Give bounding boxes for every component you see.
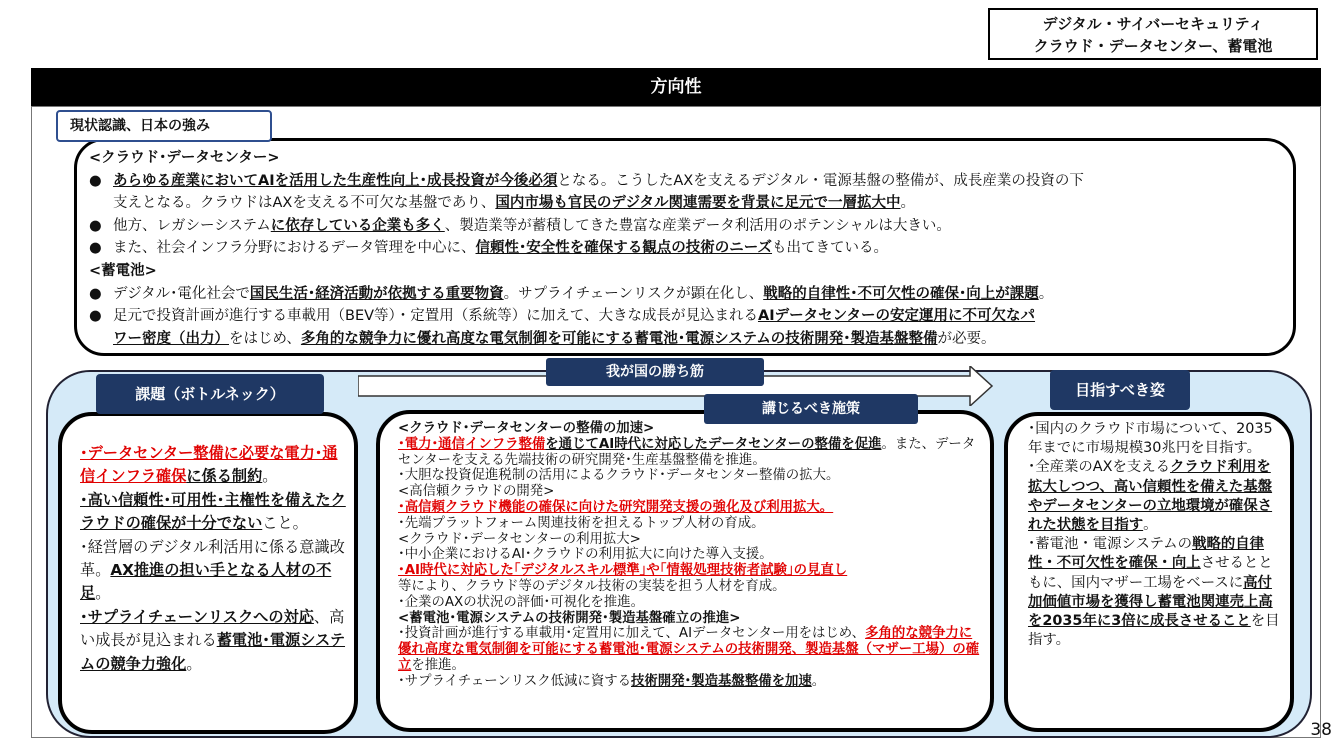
measure-heading: <蓄電池･電源システムの技術開発･製造基盤確立の推進>: [398, 610, 741, 626]
challenges-box: [58, 412, 358, 734]
measure-item: ･大胆な投資促進税制の活用によるクラウド･データセンター整備の拡大。: [398, 468, 840, 484]
cloud-heading: <クラウド･データセンター>: [89, 150, 280, 166]
challenge-item: ･サプライチェーンリスクへの対応、高い成長が見込まれる蓄電池･電源システムの競争力強化。: [80, 607, 346, 673]
goals-box: [1004, 412, 1294, 732]
measure-item: ･サプライチェーンリスク低減に資する技術開発･製造基盤整備を加速。: [398, 673, 826, 689]
bullet-icon: ●: [89, 308, 102, 325]
measure-item: ･高信頼クラウド機能の確保に向けた研究開発支援の強化及び利用拡大。: [398, 499, 834, 515]
bullet-icon: ●: [89, 240, 102, 257]
challenge-item: ･データセンター整備に必要な電力･通信インフラ確保に係る制約。: [80, 444, 338, 486]
battery-item-2: ● 足元で投資計画が進行する車載用（BEV等）・定置用（系統等）に加えて、大きな成長が見込まれるAIデータセンターの安定運用に不可欠なパ: [89, 305, 1283, 328]
goal-item: ･国内のクラウド市場について、2035年までに市場規模30兆円を目指す。: [1028, 421, 1273, 457]
bullet-icon: ●: [89, 172, 102, 189]
measures-box: [376, 410, 994, 732]
cloud-item-3: ● また、社会インフラ分野におけるデータ管理を中心に、信頼性･安全性を確保する観点の技術のニーズも出てきている。: [89, 237, 1283, 260]
battery-heading: <蓄電池>: [89, 262, 157, 279]
goals-title: 目指すべき姿: [1050, 370, 1190, 410]
page-title: 方向性: [31, 68, 1321, 106]
challenge-item: ･経営層のデジタル利活用に係る意識改革。AX推進の担い手となる人材の不足。: [80, 537, 345, 603]
measure-heading: <クラウド･データセンターの整備の加速>: [398, 421, 655, 436]
measure-item: ･投資計画が進行する車載用･定置用に加えて、AIデータセンター用をはじめ、多角的な競争力に優れ高度な電気制御を可能にする蓄電池･電源システムの技術開発、製造基盤（マザー工場）の確立を推進。: [398, 626, 980, 673]
cloud-item-1-cont: 支えとなる。クラウドはAXを支える不可欠な基盤であり、国内市場も官民のデジタル関連需要を背景に足元で一層拡大中。: [113, 195, 915, 212]
current-status-label: 現状認識、日本の強み: [56, 110, 272, 142]
goal-item: ･全産業のAXを支えるクラウド利用を拡大しつつ、高い信頼性を備えた基盤やデータセンターの立地環境が確保された状態を目指す。: [1028, 459, 1273, 534]
cloud-item-1: ● あらゆる産業においてAIを活用した生産性向上･成長投資が今後必須となる。こうしたAXを支えるデジタル・電源基盤の整備が、成長産業の投資の下: [89, 170, 1283, 193]
topic-tag-line2: クラウド・データセンター、蓄電池: [1033, 37, 1273, 55]
current-status-box: [74, 138, 1296, 356]
battery-item-1: ● デジタル･電化社会で国民生活･経済活動が依拠する重要物資。サプライチェーンリスクが顕在化し、戦略的自律性･不可欠性の確保･向上が課題。: [89, 283, 1283, 306]
challenges-title: 課題（ボトルネック）: [96, 374, 324, 414]
page-number: 38: [1310, 720, 1332, 740]
cloud-item-2: ● 他方、レガシーシステムに依存している企業も多く、製造業等が蓄積してきた豊富な産業データ利活用のポテンシャルは大きい。: [89, 215, 1283, 238]
measure-item: ･中小企業におけるAI･クラウドの利用拡大に向けた導入支援。: [398, 547, 773, 563]
measure-subheading: <クラウド･データセンターの利用拡大>: [398, 531, 641, 547]
winning-path-label: 我が国の勝ち筋: [546, 358, 764, 386]
measure-item: ･電力･通信インフラ整備を通じてAI時代に対応したデータセンターの整備を促進。また、データセンターを支える先端技術の研究開発･生産基盤整備を推進。: [398, 436, 976, 468]
battery-item-2-cont: ワー密度（出力）をはじめ、多角的な競争力に優れ高度な電気制御を可能にする蓄電池･電源システムの技術開発･製造基盤整備が必要。: [113, 330, 996, 347]
goal-item: ･蓄電池・電源システムの戦略的自律性・不可欠性を確保・向上させるとともに、国内マザー工場をベースに高付加価値市場を獲得し蓄電池関連売上高を2035年に3倍に成長させることを目指す。: [1028, 536, 1280, 649]
bullet-icon: ●: [89, 285, 102, 302]
measure-item: ･企業のAXの状況の評価･可視化を推進。: [398, 594, 644, 610]
challenge-item: ･高い信頼性･可用性･主権性を備えたクラウドの確保が十分でないこと。: [80, 490, 346, 533]
measures-label: 講じるべき施策: [704, 394, 918, 424]
topic-tag: [988, 8, 1318, 60]
measure-item: ･AI時代に対応した｢デジタルスキル標準｣や｢情報処理技術者試験｣の見直し 等により、クラウド等のデジタル技術の実装を担う人材を育成。: [398, 563, 848, 594]
measure-subheading: <高信頼クラウドの開発>: [398, 484, 555, 500]
measure-item: ･先端プラットフォーム関連技術を担えるトップ人材の育成。: [398, 515, 765, 531]
bullet-icon: ●: [89, 217, 102, 234]
topic-tag-line1: デジタル・サイバーセキュリティ: [1042, 15, 1264, 33]
